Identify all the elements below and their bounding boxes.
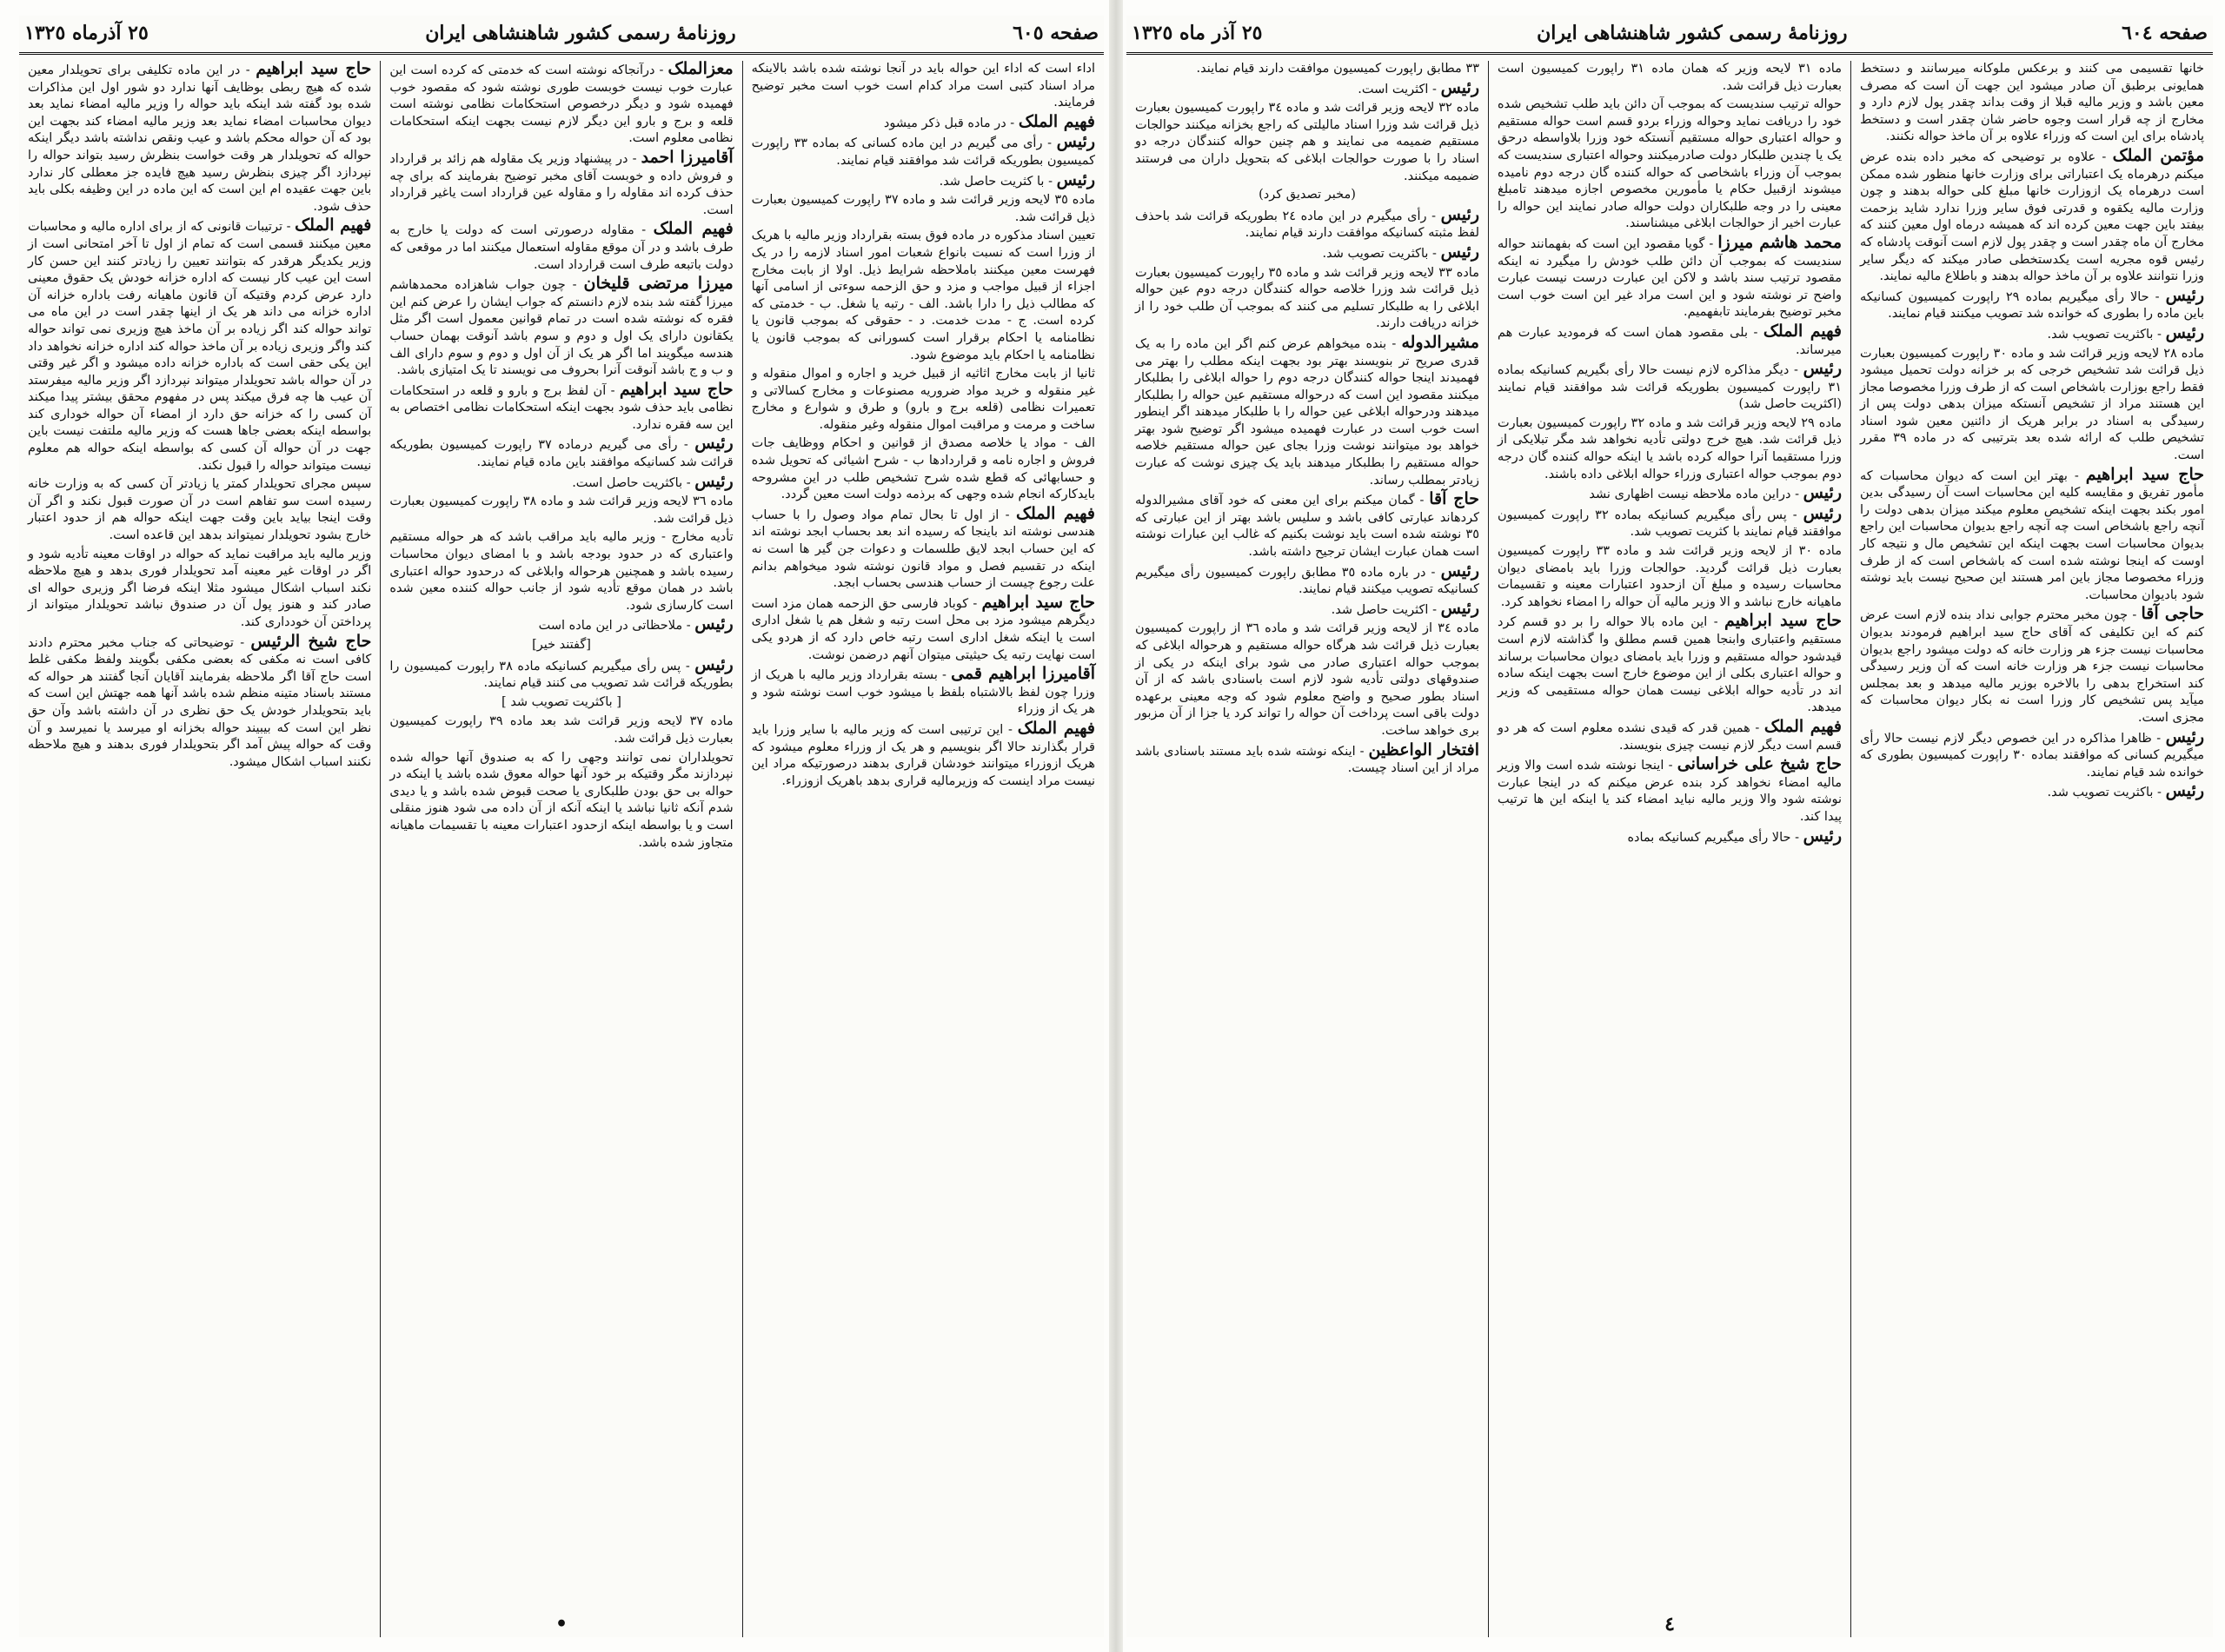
paragraph-text: - مقاوله درصورتی است که دولت یا خارج به طرف باشد و در آن موقع مقاوله استعمال میکنند اما در موقعی که دولت باتبعه طرف است قرارداد است. <box>389 223 734 272</box>
paragraph <box>389 637 733 654</box>
paragraph-text: تحویلداران نمی توانند وجهی را که به صندوق آنها حواله شده نپردازند مگر وقتیکه بر خود آنها حواله معوق شده باشد یا اینکه در حواله بی حق بودن طلبکاری یا صحت قبوض شده باشد و یا دیدی شدم آنکه ثانیا نباشد یا اینکه آنکه از آن داده می شود هنوز منقلی است و یا بواسطه اینکه ازحدود اعتبارات معینه با تقسیمات ماهیانه متجاوز شده باشد. <box>389 750 734 850</box>
speaker-paragraph <box>389 654 734 693</box>
speaker-paragraph <box>752 666 1095 719</box>
paragraph-text: - درآنجاکه نوشته است که خدمتی که کرده است این عبارت خوب نیست خوبست طوری نوشته شود که مقصود خوب فهمیده شود و دیگر درخصوص استحکامات نظامی نوشته است قلعه و برج و بارو این دیگر لازم نیست بجهت اینکه استحکامات نظامی معلوم است. <box>389 63 734 146</box>
paragraph-text: - در باره ماده ٣٥ مطابق راپورت کمیسیون رأی میگیریم کسانیکه تصویب میکنند قیام نمایند. <box>1135 565 1479 597</box>
paragraph-text: ماده ٣٣ لایحه وزیر قرائت شد و ماده ٣٥ راپورت کمیسیون بعبارت ذیل قرائت شد وزرا خلاصه حواله کنندگان درجه دوم عین حواله ابلاغی را به طلبکار تسلیم می کنند که بموجب آن طلب خود را از خزانه دریافت دارند. <box>1135 265 1479 331</box>
paragraph-text: ماده ٣٢ لایحه وزیر قرائت شد و ماده ٣٤ راپورت کمیسیون بعبارت ذیل قرائت شد وزرا اسناد ماليلتی که راجع بخزانه میکنند حوالجات مستقیم ضمیمه می نمایند و هم چنین حواله کنندگان درجه دو اسناد را با صورت حوالجات ابلاغی که بتحویل داران می فرستند ضمیمه میکنند. <box>1135 101 1479 183</box>
speaker-paragraph <box>1498 613 1842 717</box>
paragraph-text: - بسته بقرارداد وزیر مالیه با هریک از وزرا چون لفظ بالاشتباه بلفظ با میشود خوب است نوشته شود و هر یک از وزراء <box>751 668 1095 717</box>
paragraph-text: - این ترتیبی است که وزیر مالیه با سایر وزرا باید قرار بگذارند حالا اگر بنویسیم و هر یک از وزراء معلوم میشود که هریک ازوزراء میتوانند خودشان قراری بدهند درصورتیکه مراد این نیست مراد اینست که وزیرمالیه قراری بدهد باهریک ازوزراء. <box>751 722 1095 788</box>
speaker-name: رئیس <box>2165 285 2205 305</box>
text-column <box>743 61 1104 1637</box>
paragraph <box>752 366 1095 434</box>
speaker-paragraph <box>1860 726 2204 782</box>
paragraph-text: - در این ماده تکلیفی برای تحویلدار معین شده که هیچ ربطی بوظایف آنها ندارد دو شور اول این مذاکرات شده بود گفته شد اینکه باید حواله را وزیر مالیه امضاء نماید بعد دیوان محاسبات امضاء نماید بعد وزیر مالیه امضاء کند بجهت این بود که آن حواله محکم باشد و عیب ونقص نداشته باشد دیگر اینکه حواله که تحویلدار هر وقت خواست بنظرش رسید بتواند حواله را نپردازد اگر چیزی بنظرش رسید هیچ فایده جز معطلی کار ندارد باین جهت عقیده ام این است که این ماده در این وظیفه بکلی باید حذف شود. <box>28 63 372 214</box>
speaker-paragraph <box>752 134 1095 169</box>
paragraph-text: - در پیشنهاد وزیر یک مقاوله هم زائد بر قرارداد و فروش داده و خوبست آقای مخبر توضیح بفرمایند که برای چه حذف کرده اند مقاوله را و مقاوله عین قرارداد است یاغیر قرارداد است. <box>389 151 734 217</box>
speaker-name: مشیرالدوله <box>1401 332 1479 352</box>
speaker-name: آقامیرزا ابراهیم قمی <box>951 664 1095 684</box>
speaker-name: رئیس <box>1440 77 1479 97</box>
paragraph-text: وزیر مالیه باید مراقبت نماید که حواله در اوقات معینه تأدیه شود و اگر در اوقات غیر معینه آمد تحویلدار فوری بدهد و هیچ ملاحظه نکند اسباب اشکال میشود مثلا اینکه فرضا اگر وزیری حواله ای صادر کند و هنوز پول آن در صندوق نباشد تحویلدار میتواند از پرداختن آن خودداری کند. <box>28 547 372 629</box>
speaker-paragraph <box>751 503 1095 593</box>
paragraph-text: - توضیحاتی که جناب مخبر محترم دادند کافی است نه مکفی که بعضی مکفی بگویند ولفظ مکفی غلط است حاج آقا اگر ملاحظه بفرمایند آقایان آنجا گفتند هر حواله که مستند باسناد متینه منظم شده باشد آنها همه جهتش این است که باید بتحویلدار خودش یک حق نظری در آن داشته باشد وآن حق نظر این است که بیبیند حواله بخزانه او میرسد یا نمیرسد و آن وقت که حواله پیش آمد اگر بتحویلدار فوری بدهند و هیچ ملاحظه نکنند اسباب اشکال میشود. <box>28 635 372 769</box>
paragraph-text: ماده ٣٠ از لایحه وزیر قرائت شد و ماده ٣٣ راپورت کمیسیون بعبارت ذیل قرائت گردید. حوالجات وزرا باید بامضای دیوان محاسبات رسیده و مبلغ آن ازحدود اعتبارات معینه و تقسیمات ماهیانه خارج نباشد و الا وزیر مالیه آن حواله را امضاء نخواهد کرد. <box>1498 544 1842 609</box>
paragraph <box>1135 620 1479 740</box>
paragraph-text: - حالا رأی میگیریم کسانیکه بماده <box>1627 830 1799 845</box>
paragraph-text: - کوباد فارسی حق الزحمه همان مزد است دیگرهم میشود مزد بی محل است رتبه و شغل هم یا شغل اداری است یا اینکه شغل اداری است رتبه خاص دارد که از هردو یکی است نهایت رتبه یک حیثیتی میتوان آنهم درضمن نوشت. <box>751 596 1095 662</box>
page-footer-mark: • <box>555 1613 568 1635</box>
speaker-paragraph <box>1860 145 2204 286</box>
speaker-paragraph <box>28 61 371 216</box>
paragraph <box>389 694 733 712</box>
speaker-name: فهیم الملک <box>1763 321 1843 341</box>
speaker-name: حاجی آقا <box>2141 604 2205 624</box>
paragraph-text: - باکثریت تصویب شد. <box>1322 246 1437 261</box>
speaker-paragraph <box>389 61 733 148</box>
speaker-name: رئیس <box>1803 359 1842 379</box>
speaker-name: حاج شیخ الرئیس <box>250 631 372 651</box>
speaker-paragraph <box>28 217 371 474</box>
speaker-name: فهیم الملک <box>1017 718 1095 738</box>
paragraph-text: ماده ٣٧ لایحه وزیر قرائت شد بعد ماده ٣٩ راپورت کمیسیون بعبارت ذیل قرائت شد. <box>389 714 734 746</box>
paragraph-text: - رأی می گیریم درماده ٣٧ راپورت کمیسیون بطوریکه قرائت شد کسانیکه موافقند باین ماده قیام نمایند. <box>389 438 734 470</box>
paragraph-text: - رأی میگیرم در این ماده ٢٤ بطوریکه قرائت شد باحذف لفظ مثبته کسانیکه موافقت دارند قیام نمایند. <box>1135 209 1479 241</box>
paragraph-text: - چون جواب شاهزاده محمدهاشم میرزا گفته شد بنده لازم دانستم که جواب ایشان را عرض کنم این فقره که نوشته شده است در تمام قوانین معمول است اگر مثل یکقانون دارای یک اول و دوم و سوم باشد آنوقت بهمان حساب هندسه میگویند اما اگر هر یک از آن اول و دوم و سوم دارای الف و ب و ج باشد آنوقت آنرا بحروف می نویسند تا یک امتیازی باشد. <box>389 278 734 378</box>
issue-date: ٢٥ آذر ماه ١٣٢٥ <box>1132 22 1263 44</box>
text-column <box>1489 61 1851 1637</box>
speaker-name: حاج سید ابراهیم <box>619 379 734 399</box>
paragraph-text: - ملاحظاتی در این ماده است <box>538 619 691 634</box>
paragraph <box>1498 96 1842 233</box>
paragraph-text: - چون مخبر محترم جوابی نداد بنده لازم است عرض کنم که این تکلیفی که آقای حاج سید ابراهیم فرمودند بدیوان محاسبات نیست جزء هر وزارت خانه که دولت میشود راجع بدیوان محاسبات نیست جزء هر وزارت خانه است که آن وزیر رسیدگی کند استخراج بدهی را بالاخره بوزیر مالیه میدهد و بعد بمجلس میآید پس تشخیص کار وزرا است نه بکار دیوان محاسبات که مجزی است. <box>1860 608 2204 725</box>
speaker-name: رئیس <box>1803 826 1842 846</box>
speaker-paragraph <box>1860 606 2204 726</box>
paragraph-text: - دیگر مذاکره لازم نیست حالا رأی بگیریم کسانیکه بماده ٣١ راپورت کمیسیون بطوریکه قرائت شد موافقند قیام نمایند (اکثریت حاصل شد) <box>1498 363 1842 412</box>
speaker-paragraph <box>389 221 733 274</box>
paragraph <box>1860 61 2204 146</box>
page-footer-mark: ٤ <box>1664 1613 1675 1635</box>
paragraph <box>1498 415 1842 483</box>
text-column <box>381 61 742 1637</box>
paragraph-text: ماده ٣٥ لایحه وزیر قرائت شد و ماده ٣٧ راپورت کمیسیون بعبارت ذیل قرائت شد. <box>751 193 1095 224</box>
speaker-name: مؤتمن الملک <box>2112 145 2204 165</box>
speaker-paragraph <box>1498 323 1842 359</box>
speaker-paragraph <box>1135 491 1479 561</box>
speaker-paragraph <box>1135 204 1479 242</box>
speaker-paragraph <box>1135 742 1479 778</box>
speaker-name: رئیس <box>694 471 734 491</box>
speaker-name: رئیس <box>1440 561 1479 581</box>
paragraph-text: [ باکثریت تصویب شد ] <box>501 694 621 709</box>
paragraph-text: سپس مجرای تحویلدار کمتر یا زیادتر آن کسی که به وزارت خانه رسیده است سو تفاهم است در آن صورت قبول نکند و اگر آن وقت اینجا بیاید باین وقت جهت اینکه حواله هم از حدود اعتبار خارج بشود تحویلدار نمیتواند بدهد این قاعده است. <box>28 477 372 543</box>
speaker-paragraph <box>389 435 733 471</box>
page-header <box>19 16 1104 50</box>
speaker-name: رئیس <box>2165 726 2204 746</box>
page-gutter <box>1109 0 1123 1652</box>
paragraph-text: - باکثریت تصویب شد. <box>2047 786 2162 800</box>
paragraph-text: الف - مواد یا خلاصه مصدق از قوانین و احکام ووظایف جات فروش و اجاره نامه و قراردادها ب - شرح اشیائی که تحویل شده و حسابهائی که قطع شده شرح تشخیص طلب در این مشروحه بایدکارکه انجام شده وجهی که برذمه دولت است معین گردد. <box>751 436 1095 502</box>
paragraph-text: - با کثریت حاصل شد. <box>939 174 1053 189</box>
speaker-name: رئیس <box>2165 322 2204 342</box>
speaker-paragraph <box>1135 332 1479 489</box>
paragraph-text: ٣٣ مطابق راپورت کمیسیون موافقت دارند قیام نمایند. <box>1196 62 1479 76</box>
paragraph-text: - رأی می گیریم در این ماده کسانی که بماده ٣٣ راپورت کمیسیون بطوریکه قرائت شد موافقند قیام نمایند. <box>751 136 1095 168</box>
paragraph-text: (مخبر تصدیق کرد) <box>1259 188 1356 202</box>
paragraph <box>1135 61 1479 78</box>
speaker-paragraph <box>389 381 733 435</box>
speaker-name: رئیس <box>1440 242 1479 262</box>
paragraph <box>1135 265 1479 333</box>
paragraph-text: حواله ترتیب سندیست که بموجب آن دائن باید طلب تشخیص شده خود را دریافت نماید وحواله وزراء بردو قسم است حواله مستقیم و حواله اعتباری حواله مستقیم آنستکه خود وزرا بلاواسطه درحق یک یا چندین طلبکار دولت صادرمیکنند وحواله اعتباری سندیست که بموجب آن وزراء باشخاصی که حواله کننده گان درجه دوم نامیده میشوند ازقبیل حکام یا مأمورین مخصوص اجازه میدهند تامبلغ معینی را در وجه طلبکاران دولت حواله صادر نمایند این حواله را عبارت اخیر از حوالجات ابلاغی میشناسند. <box>1498 97 1842 231</box>
paragraph-text: ثانیا از بابت مخارج اثاثیه از قبیل خرید و اجاره و اموال منقوله و غیر منقوله و خرید مواد ضروریه مصنوعات و مخارج کسالاتی و تعمیرات نظامی (قلعه برج و بارو) و طرق و شوارع و مخارج ساخت و مرمت و مراقبت اموال منقوله وغیر منقوله. <box>751 367 1095 432</box>
speaker-name: رئیس <box>1440 204 1479 224</box>
speaker-name: فهیم الملک <box>1016 503 1095 523</box>
paragraph <box>28 476 371 544</box>
paragraph-text: - دراین ماده ملاحظه نیست اظهاری نشد <box>1589 488 1799 502</box>
speaker-paragraph <box>1498 503 1843 541</box>
columns <box>1126 61 2213 1637</box>
paragraph-text: - گویا مقصود این است که بفهمانند حواله سندیست که بموجب آن دائن طلب خودش را میگیرد نه اینکه مقصود ترتیب سند باشد و لاکن این عبارت درست نیست عبارت واضح تر نوشته شود و این است مراد غیر این است خوب است مخبر توضیح بفرمایند تابفهمیم. <box>1498 236 1842 320</box>
speaker-name: رئیس <box>1803 503 1843 523</box>
speaker-paragraph <box>1135 563 1479 599</box>
speaker-paragraph <box>1135 600 1479 620</box>
paragraph-text: - بهتر این است که دیوان محاسبات که مأمور تفریق و مقایسه کلیه این محاسبات است آن رسیدگی بدین امور بکند بجهت اینکه تشخیص معلوم میکند میزان بدهی دولت را آنچه راجع باشخاص است چه آنچه راجع بدیوان محاسبات این راجع بدیوان محاسبات است بجهت اینکه این تشخیص مال و نتیجه کار اوست که اینجا نوشته شده است که باشخاص است که از طرف وزراء مخصوصا مجاز باین امر هستند این صحیح نیست باید نوشته شود بادیوان محاسبات. <box>1860 468 2204 602</box>
paragraph-text: - آن لفظ برج و بارو و قلعه در استحکامات نظامی باید حذف شود بجهت اینکه استحکامات نظامی اختصاص به این سه فقره ندارد. <box>389 383 734 432</box>
paragraph-text: - بلی مقصود همان است که فرمودید عبارت هم میرساند. <box>1498 325 1842 357</box>
paragraph-text: تأدیه مخارج - وزیر مالیه باید مراقب باشد که هر حواله مستقیم واعتباری که در حدود بودجه باشد و با امضای دیوان محاسبات رسیده باشد و همچنین هرحواله وابلاغی که درحدود حواله اعتباری باشد در همان موقع تأدیه شود از جانب حواله کننده معین شده است کارسازی شود. <box>389 530 734 613</box>
paragraph-text: ماده ٢٨ لایحه وزیر قرائت شد و ماده ٣٠ راپورت کمیسیون بعبارت ذیل قرائت شد تشخیص خرجی که بر خزانه دولت تحمیل میشود فقط راجع بوزارت باشخاص است که از طرف وزرا مخصوصا مجاز این هستند مراد از تشخیص آنستکه میزان بدهی دولت پس از رسیدگی به اسناد در برابر هریک از دائنین معین شود اسناد تشخیص طلب که ارائه شده بعد بترتیبی که در ماده ٣٩ مقرر است. <box>1860 346 2204 463</box>
paragraph-text: - پس رأی میگیریم کسانیکه بماده ٣٢ راپورت کمیسیون موافقند قیام نمایند با کثریت تصویب شد. <box>1498 508 1842 540</box>
paragraph-text: - اکثریت حاصل شد. <box>1331 602 1437 617</box>
speaker-paragraph <box>389 149 733 219</box>
paragraph <box>389 529 733 614</box>
paragraph-text: - پس رأی میگیریم کسانیکه ماده ٣٨ راپورت کمیسیون را بطوریکه قرائت شد تصویب می کنند قیام نمایند. <box>389 659 734 691</box>
speaker-paragraph <box>1135 77 1479 99</box>
speaker-name: رئیس <box>2165 781 2204 801</box>
paragraph <box>752 192 1095 226</box>
speaker-paragraph <box>1498 756 1842 826</box>
paragraph-text: ماده ٢٩ لایحه وزیر قرائت شد و ماده ٣٢ راپورت کمیسیون بعبارت ذیل قرائت شد. هیچ خرج دولتی تأدیه نخواهد شد مگر تبلایکی از وزرا مستقیما آنرا حواله کرده باشد یا اینکه حواله کننده گان درجه دوم بموجب حواله اعتباری وزراء حواله ابلاغی داده باشند. <box>1498 415 1842 481</box>
speaker-paragraph <box>389 275 733 380</box>
right-page <box>1126 16 2213 1637</box>
speaker-paragraph <box>28 631 372 772</box>
paragraph-text: - علاوه بر توضیحی که مخبر داده بنده عرض میکنم درهرماه یک اعتباراتی برای وزارت خانها منظور شده ممکن است درهرماه یک ازوزارت خانها مبلغ کلی حواله بدهند و چون وزارت مالیه یکقوه و قدرتی فوق سایر وزرا ندارد شاید بزحمت بیفتد باین جهت معین کرده اند که همیشه درماه اول معین کنند که مخارج آن ماه چقدر است و چقدر پول لازم است آنوقت پادشاه که رئیس قوه مجریه است یکدستخطی صادر میکند که دیگر سایر وزرا نتوانند علاوه بر آن ماخذ حواله بدهند و باطلاع مالیه نمایند. <box>1860 149 2204 284</box>
paragraph-text: - حالا رأی میگیریم بماده ٢٩ راپورت کمیسیون کسانیکه باین ماده را بطوری که خوانده شد تصویب میکنند قیام نمایند. <box>1860 289 2204 322</box>
speaker-paragraph <box>389 616 733 635</box>
speaker-paragraph <box>1860 285 2205 323</box>
paragraph-text: - گمان میکنم برای این معنی که خود آقای مشیرالدوله کردهاند عبارتی کافی باشد و سلیس باشد بهتر از این عبارتی که ٣٥ نوشته شده است باید نوشت بکنیم که غالب این عبارات نوشته است همان عبارت ایشان ترجیح داشته باشد. <box>1135 494 1479 560</box>
paragraph-text: - این ماده بالا حواله را بر دو قسم کرد مستقیم واعتباری وابنجا همین قسم مطلق وا گذاشته لازم است قیدشود حواله مستقیم و وزرا باید بامضای دیوان محاسبات برساند و حواله اعتباری بکلی از این موضوع خارج است بجهت اینکه ساده اند در تأدیه حواله ابلاغی نیست همان حواله مستقیمی که وزیر میدهد. <box>1498 615 1842 715</box>
speaker-name: حاج آقا <box>1429 489 1479 509</box>
speaker-name: رئیس <box>1056 132 1096 152</box>
speaker-paragraph <box>1498 485 1842 504</box>
paragraph <box>752 61 1095 112</box>
header-rule <box>19 52 1104 55</box>
paragraph-text: تعیین اسناد مذکوره در ماده فوق بسته بقرارداد وزیر مالیه با هریک از وزرا است که نسبت بانواع شعبات امور اسناد لازمه را در یک فهرست معین میکنند باملاحظه شرایط ذیل. اولا از بابت مخارج اجزاء از قبیل مواجب و مزد و حق الزحمه سوءتی از اسامی آنها که مطالب ذیل را دارا باشد. الف - رتبه یا شغل. ب - خدمتی که کرده است. ج - مدت خدمت. د - حقوقی که بموجب قانون یا نظامنامه یا احکام برقرار است کسورانی که بموجب قانون یا نظامنامه یا احکام باید موضوع شود. <box>751 229 1095 362</box>
text-column <box>19 61 381 1637</box>
page-header <box>1126 16 2213 50</box>
paragraph-text: - ترتیبات قانونی که از برای اداره مالیه و محاسبات معین میکنند قسمی است که تمام از اول تا آخر امتحانی است از وزیر یکدیگر هرقدر که بتوانند تعیین را زیادتر کنند این حسن کار است این عیب کار نیست که اداره خزانه خودش یک حقوق معینی دارد عرض کردم وقتیکه آن قانون ماهیانه رفت باداره خزانه آن اداره خزانه می داند هر یک از اینها چقدر است در این ماه می تواند حواله کند اگر زیاده بر آن ماخذ هیچ وزیری نمی تواند حواله کند واگر وزیری زیاده بر آن ماخذ حواله کند اداره خزانه نخواهد داد این یکی حقی است که باداره خزانه داده میشود و اگر غیر وقتی در آن حواله باشد تحویلدار میتواند نپردازد اگر وزیر مالیه میفرستد آن عیب ها چه فرق میکند پس در مفهوم محقق بیشتر پیدا میکند آن کسی را که خزانه حق دارد از امضاء آن حواله خوداری کند بواسطه اینکه بعضی جاها هست که وزیر مالیه ملتفت نیست باین جهت در آن حواله آن کسی که بواسطه اینکه حواله هم معلوم نیست میتواند حواله را قبول نکند. <box>28 220 372 473</box>
speaker-name: معزالملک <box>668 61 734 78</box>
paragraph-text: - باکثریت تصویب شد. <box>2047 327 2162 342</box>
paragraph-text: خانها تقسیمی می کنند و برعکس ملوکانه میرسانند و دستخط همایونی برطبق آن صادر میشود این جهت آن است که مصرف معین باشد و وزیر مالیه قبلا از وقت بداند چقدر پول لازم دارد و مخارج از چه قرار است وجوه حاضر شان چقدر است و دستخط پادشاه برای این است که وزراء علاوه بر آن ماخذ حواله نکنند. <box>1860 62 2204 144</box>
speaker-name: رئیس <box>1056 169 1095 189</box>
paragraph-text: ماده ٣٦ لایحه وزیر قرائت شد و ماده ٣٨ راپورت کمیسیون بعبارت ذیل قرائت شد. <box>389 494 734 526</box>
paragraph-text: - در ماده قبل ذکر میشود <box>883 116 1015 130</box>
paragraph-text: ماده ٣١ لایحه وزیر که همان ماده ٣١ راپورت کمیسیون است بعبارت ذیل قرائت شد. <box>1498 62 1842 93</box>
paragraph-text: - بنده میخواهم عرض کنم اگر این ماده را به یک قدری صریح تر بنویسند بهتر بود بجهت اینکه مطلب را بهتر می فهمیدند اینجا حواله کنندگان درجه دوم را حواله ابلاغی را بطلبکار میکنند مقصود این است که درحواله مستقیم عین حواله را بطلبکار میدهند ودرحواله ابلاغی عین حواله را با طلبکار میدهند اگر اینطور است خوب است در عبارت فهمیده میشود اگر توضیح شود بهتر خواهد بود میتوانند نوشت وزرا بجای عین حواله مستقیم خلاصه حواله مستقیم را بطلبکار میدهند باید یک چیزی نوشت که عبارت زیادتر بمطلب رساند. <box>1135 336 1479 488</box>
speaker-paragraph <box>752 594 1095 664</box>
speaker-name: حاج سید ابراهیم <box>256 61 372 78</box>
speaker-paragraph <box>1860 783 2204 802</box>
columns <box>19 61 1104 1637</box>
speaker-name: رئیس <box>694 654 734 674</box>
paragraph <box>1860 346 2204 465</box>
speaker-name: رئیس <box>694 434 734 454</box>
newspaper-title: روزنامهٔ رسمی کشور شاهنشاهی ایران <box>1537 22 1848 44</box>
speaker-paragraph <box>752 720 1095 790</box>
speaker-name: رئیس <box>694 614 734 634</box>
speaker-name: افتخار الواعظین <box>1368 740 1479 760</box>
speaker-name: حاج سید ابراهیم <box>2085 464 2204 484</box>
speaker-name: محمد هاشم میرزا <box>1717 232 1842 252</box>
paragraph <box>389 750 733 853</box>
speaker-name: فهیم الملک <box>1763 716 1842 736</box>
speaker-name: فهیم الملک <box>1018 111 1095 131</box>
speaker-paragraph <box>1498 716 1842 754</box>
paragraph-text: - اینجا نوشته شده است والا وزیر مالیه امضاء نخواهد کرد بنده عرض میکنم که در اینجا عبارت نوشته شود والا وزیر مالیه نباید امضاء کند یا اینکه این ها ترتیب پیدا کند. <box>1498 759 1842 824</box>
speaker-name: حاج سید ابراهیم <box>1724 611 1843 631</box>
paragraph-text: [گفتند خیر] <box>532 638 591 652</box>
paragraph-text: ماده ٣٤ از لایحه وزیر قرائت شد و ماده ٣٦ از راپورت کمیسیون بعبارت ذیل قرائت شد هرگاه حواله مستقیم و هرحواله ابلاغی که بموجب حواله اعتباری صادر می شود برای اینکه در یکی از صندوقهای دولتی تأدیه شود لازم است باسنادی باشد که از آن اسناد بطور صحیح و واضح معلوم شود که وجه معینی برعهده دولت باقی است پرداخت آن حواله را تواند کرد یا جزا از آن مزبور بری خواهد ساخت. <box>1135 621 1479 738</box>
speaker-name: رئیس <box>1803 483 1842 503</box>
paragraph-text: اداء است که اداء این حواله باید در آنجا نوشته شده باشد بالاینکه مراد اسناد کتبی است مراد کدام است خوب است مخبر توضیح فرمایند. <box>751 62 1095 110</box>
speaker-paragraph <box>1498 828 1842 847</box>
speaker-name: فهیم الملک <box>295 216 372 236</box>
speaker-paragraph <box>752 111 1095 133</box>
paragraph-text: - باکثریت حاصل است. <box>572 475 691 490</box>
page-number: صفحه ٦٠٥ <box>1013 22 1099 44</box>
paragraph-text: - اکثریت است. <box>1358 82 1437 96</box>
paragraph <box>28 547 371 632</box>
speaker-name: حاج شیخ علی خراسانی <box>1677 754 1843 774</box>
paragraph-text: - از اول تا بحال تمام مواد وصول را با حساب هندسی نوشته اند باینجا که رسیده اند بعد بحساب ابجد نوشته اند که این حساب ابجد لایق طلسمات و دعوات جن گیر ها است نه اینکه در تقسیم فصل و مواد قانون نوشته شود میخواهم بدانم علت رجوع چیست از حساب هندسی بحساب ابجد. <box>751 508 1095 591</box>
paragraph <box>1135 187 1479 204</box>
text-column <box>1126 61 1489 1637</box>
issue-date: ٢٥ آذرماه ١٣٢٥ <box>24 22 149 44</box>
speaker-paragraph <box>1135 244 1479 263</box>
newspaper-title: روزنامهٔ رسمی کشور شاهنشاهی ایران <box>425 22 736 44</box>
speaker-paragraph <box>1860 464 2204 605</box>
paragraph <box>752 228 1095 364</box>
paragraph <box>1498 61 1842 95</box>
header-rule <box>1126 52 2213 55</box>
paragraph <box>1498 543 1842 611</box>
speaker-paragraph <box>389 471 734 493</box>
paragraph <box>389 494 733 527</box>
paragraph-text: - ظاهرا مذاکره در این خصوص دیگر لازم نیست حالا رأی میگیریم کسانی که موافقند بماده ٣٠ راپورت کمیسیون بطوری که خوانده شد قیام نمایند. <box>1860 731 2204 780</box>
paragraph <box>389 713 733 747</box>
paragraph-text: - همین قدر که قیدی نشده معلوم است که هر دو قسم است دیگر لازم نیست چیزی بنویسند. <box>1498 720 1842 753</box>
speaker-paragraph <box>1498 232 1842 322</box>
paragraph <box>1135 100 1479 185</box>
speaker-name: میرزا مرتضی قلیخان <box>583 274 734 294</box>
speaker-name: رئیس <box>1440 598 1479 618</box>
speaker-paragraph <box>1498 361 1842 414</box>
page-number: صفحه ٦٠٤ <box>2122 22 2208 44</box>
speaker-paragraph <box>752 169 1095 191</box>
paragraph-text: - اینکه نوشته شده باید مستند باسنادی باشد مراد از این اسناد چیست. <box>1135 744 1479 776</box>
paragraph <box>752 435 1095 503</box>
speaker-paragraph <box>1860 322 2204 344</box>
speaker-name: حاج سید ابراهیم <box>981 592 1096 612</box>
left-page <box>19 16 1104 1637</box>
speaker-name: فهیم الملک <box>653 219 734 239</box>
speaker-name: آقامیرزا احمد <box>641 147 734 167</box>
text-column <box>1851 61 2213 1637</box>
